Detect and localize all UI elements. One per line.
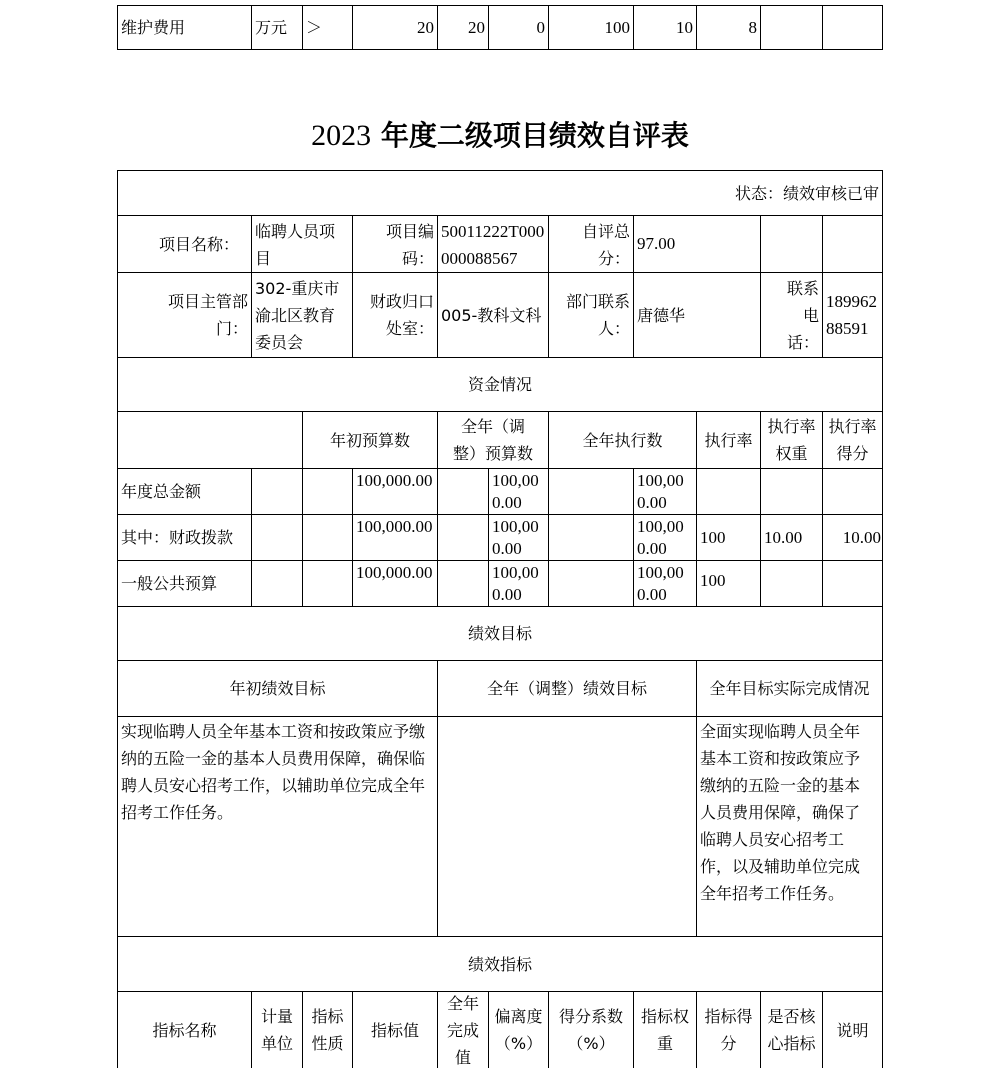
- funds-header-adjusted: 全年（调整）预算数: [452, 417, 533, 463]
- top-row-value: 20: [417, 18, 434, 37]
- phone-label: 联系电话：: [786, 279, 819, 352]
- top-row-nature: ＞: [306, 18, 323, 37]
- top-row-unit: 万元: [255, 18, 288, 37]
- funds-rate-value: [697, 469, 760, 514]
- goals-section-title: 绩效目标: [467, 624, 532, 643]
- funds-initial-value: 100,000.00: [356, 517, 433, 536]
- indicator-header-deviation: 偏离度（%）: [494, 1007, 543, 1053]
- dept-value: 302-重庆市渝北区教育委员会: [255, 279, 340, 352]
- top-row-value: [823, 6, 882, 49]
- funds-header-score: 执行率得分: [828, 417, 877, 463]
- score-value: 97.00: [637, 234, 676, 253]
- indicator-header-name: 指标名称: [152, 1020, 217, 1040]
- funds-executed-value: 100,000.00: [637, 471, 684, 512]
- goals-header-actual: 全年目标实际完成情况: [709, 679, 870, 698]
- funds-weight-value: 10.00: [764, 528, 803, 547]
- funds-initial-value: 100,000.00: [356, 563, 433, 582]
- funds-header-initial: 年初预算数: [329, 430, 410, 450]
- funds-rate-value: 100: [700, 571, 726, 590]
- office-label: 财政归口处室：: [369, 292, 434, 338]
- goals-header-initial: 年初绩效目标: [229, 679, 326, 698]
- indicator-header-value: 指标值: [370, 1020, 419, 1040]
- project-code-label: 项目编码：: [385, 222, 434, 268]
- funds-row-label: 其中：财政拨款: [121, 528, 234, 547]
- funds-initial-value: 100,000.00: [356, 471, 433, 490]
- project-name-label: 项目名称：: [158, 234, 239, 254]
- top-row-value: 10: [676, 18, 693, 37]
- funds-score-value: 10.00: [842, 528, 881, 547]
- funds-section-title: 资金情况: [467, 375, 532, 394]
- indicator-header-coefficient: 得分系数（%）: [558, 1007, 623, 1053]
- funds-executed-value: 100,000.00: [637, 517, 684, 558]
- indicator-header-completed: 全年完成值: [446, 993, 479, 1067]
- top-row-name: 维护费用: [121, 18, 186, 37]
- indicator-header-score: 指标得分: [704, 1007, 753, 1053]
- funds-rate-value: 100: [700, 528, 726, 547]
- goals-actual-text: 全面实现临聘人员全年基本工资和按政策应予缴纳的五险一金的基本人员费用保障，确保了临聘人员安心招考工作，以及辅助单位完成全年招考工作任务。: [700, 722, 861, 903]
- project-name-value: 临聘人员项目: [255, 222, 336, 268]
- title-year: 2023: [311, 119, 372, 152]
- indicators-section-title: 绩效指标: [467, 954, 532, 974]
- dept-label: 项目主管部门：: [167, 292, 248, 338]
- funds-row-label: 年度总金额: [121, 482, 202, 501]
- funds-adjusted-value: 100,000.00: [492, 563, 539, 604]
- indicator-header-unit: 计量单位: [260, 1007, 293, 1053]
- page-title: [117, 112, 883, 162]
- top-row-value: 8: [748, 18, 757, 37]
- top-row-value: [761, 6, 822, 49]
- top-row-value: 100: [604, 18, 630, 37]
- indicator-header-nature: 指标性质: [311, 1007, 344, 1053]
- goals-header-adjusted: 全年（调整）绩效目标: [486, 679, 647, 698]
- contact-value: 唐德华: [637, 305, 686, 325]
- top-row-value: 20: [468, 18, 485, 37]
- funds-executed-value: 100,000.00: [637, 563, 684, 604]
- project-code-value: 50011222T000000088567: [441, 222, 545, 268]
- funds-header-weight: 执行率权重: [767, 417, 816, 463]
- goals-initial-text: 实现临聘人员全年基本工资和按政策应予缴纳的五险一金的基本人员费用保障，确保临聘人员安心招考工作，以辅助单位完成全年招考工作任务。: [121, 722, 426, 822]
- funds-row-label: 一般公共预算: [121, 574, 218, 593]
- score-label: 自评总分：: [581, 222, 630, 268]
- funds-adjusted-value: 100,000.00: [492, 517, 539, 558]
- funds-header-executed: 全年执行数: [582, 430, 663, 450]
- goals-adjusted-text: [438, 717, 696, 936]
- title-text: 年度二级项目绩效自评表: [371, 119, 689, 152]
- top-row-value: 0: [536, 18, 545, 37]
- indicator-header-note: 说明: [836, 1020, 869, 1040]
- status-text: 状态：绩效审核已审: [734, 183, 879, 203]
- indicator-header-core: 是否核心指标: [767, 1007, 816, 1053]
- funds-weight-value: [761, 561, 822, 606]
- funds-score-value: [823, 469, 882, 514]
- indicator-header-weight: 指标权重: [640, 1007, 689, 1053]
- contact-label: 部门联系人：: [565, 292, 630, 338]
- funds-score-value: [823, 561, 882, 606]
- phone-value: 18996288591: [826, 292, 877, 338]
- office-value: 005-教科文科: [441, 305, 542, 325]
- funds-header-rate: 执行率: [704, 430, 753, 450]
- funds-weight-value: [761, 469, 822, 514]
- funds-adjusted-value: 100,000.00: [492, 471, 539, 512]
